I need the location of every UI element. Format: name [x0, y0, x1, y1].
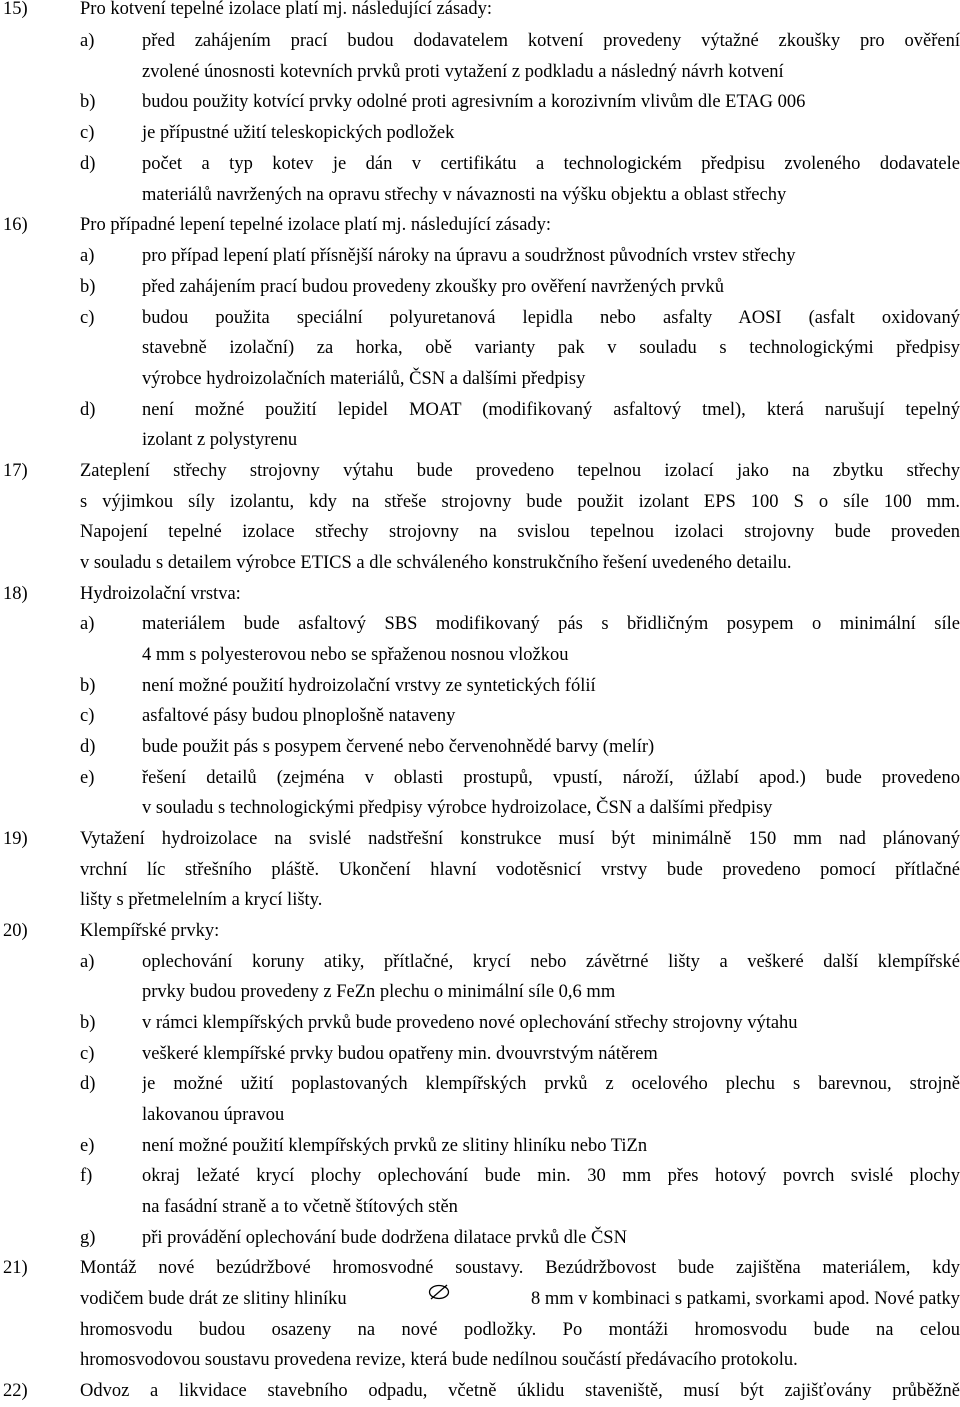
item-text: lišty s přetmelelním a krycí lišty.: [80, 890, 323, 910]
sub-item-label: b): [80, 676, 96, 696]
sub-item-label: d): [80, 400, 96, 420]
sub-item-label: c): [80, 1044, 95, 1064]
sub-item-label: b): [80, 92, 96, 112]
item-text: vodičem bude drát ze slitiny hliníku: [80, 1289, 347, 1309]
sub-item-text: asfaltové pásy budou plnoplošně nataveny: [142, 706, 456, 726]
sub-item-text: zvolené únosnosti kotevních prvků proti vytažení z podkladu a následný návrh kotvení: [142, 62, 784, 82]
item-text: vrchní líc střešního pláště. Ukončení hlavní vodotěsnicí vrstvy bude provedeno pomocí přítlačné: [80, 860, 960, 880]
item-heading: Klempířské prvky:: [80, 921, 220, 941]
sub-item-text: je možné užití poplastovaných klempířských prvků z ocelového plechu s barevnou, strojně: [142, 1074, 960, 1094]
sub-item-label: c): [80, 308, 95, 328]
sub-item-label: d): [80, 154, 96, 174]
sub-item-label: e): [80, 768, 95, 788]
sub-item-text: v souladu s technologickými předpisy výrobce hydroizolace, ČSN a dalšími předpisy: [142, 798, 773, 818]
sub-item-text: na fasádní straně a to včetně štítových stěn: [142, 1197, 458, 1217]
sub-item-text: počet a typ kotev je dán v certifikátu a technologickém předpisu zvoleného dodavatele: [142, 154, 960, 174]
item-number: 22): [3, 1381, 28, 1401]
sub-item-text: budou použity kotvící prvky odolné proti agresivním a korozivním vlivům dle ETAG 006: [142, 92, 806, 112]
sub-item-text: 4 mm s polyesterovou nebo se spřaženou nosnou vložkou: [142, 645, 569, 665]
item-number: 21): [3, 1258, 28, 1278]
item-text: hromosvodovou soustavu provedena revize, která bude nedílnou součástí předávacího protokolu.: [80, 1350, 798, 1370]
sub-item-label: b): [80, 1013, 96, 1033]
item-number: 16): [3, 215, 28, 235]
item-text: Vytažení hydroizolace na svislé nadstřešní konstrukce musí být minimálně 150 mm nad plánovaný: [80, 829, 960, 849]
item-text-with-symbol: [80, 1284, 960, 1315]
sub-item-text: před zahájením prací budou provedeny zkoušky pro ověření navržených prvků: [142, 277, 725, 297]
sub-item-label: b): [80, 277, 96, 297]
sub-item-text: řešení detailů (zejména v oblasti prostupů, vpustí, nároží, úžlabí apod.) bude provedeno: [142, 768, 960, 788]
item-text: hromosvodu budou osazeny na nové podložky. Po montáži hromosvodu bude na celou: [80, 1320, 960, 1340]
sub-item-text: v rámci klempířských prvků bude provedeno nové oplechování střechy strojovny výtahu: [142, 1013, 798, 1033]
item-text: 8 mm v kombinaci s patkami, svorkami apod. Nové patky: [530, 1289, 960, 1309]
sub-item-text: izolant z polystyrenu: [142, 430, 298, 450]
sub-item-text: veškeré klempířské prvky budou opatřeny min. dvouvrstvým nátěrem: [142, 1044, 658, 1064]
item-text: Montáž nové bezúdržbové hromosvodné soustavy. Bezúdržbovost bude zajištěna materiálem, kdy: [80, 1258, 960, 1278]
item-text: s výjimkou síly izolantu, kdy na střeše strojovny bude použit izolant EPS 100 S o síle 100 mm.: [80, 492, 960, 512]
sub-item-text: pro případ lepení platí přísnější nároky na úpravu a soudržnost původních vrstev střechy: [142, 246, 796, 266]
diameter-icon: [428, 1284, 450, 1300]
sub-item-text: není možné použití lepidel MOAT (modifikovaný asfaltový tmel), která narušují tepelný: [142, 400, 960, 420]
sub-item-text: před zahájením prací budou dodavatelem kotvení provedeny výtažné zkoušky pro ověření: [142, 31, 960, 51]
sub-item-text: oplechování koruny atiky, přítlačné, krycí nebo závětrné lišty a veškeré další klempířské: [142, 952, 960, 972]
item-number: 20): [3, 921, 28, 941]
item-number: 19): [3, 829, 28, 849]
sub-item-text: výrobce hydroizolačních materiálů, ČSN a dalšími předpisy: [142, 369, 586, 389]
item-heading: Pro kotvení tepelné izolace platí mj. následující zásady:: [80, 0, 493, 19]
item-number: 17): [3, 461, 28, 481]
sub-item-text: okraj ležaté krycí plochy oplechování bude min. 30 mm přes hotový povrch svislé plochy: [142, 1166, 960, 1186]
sub-item-label: e): [80, 1136, 95, 1156]
sub-item-text: materiálů navržených na opravu střechy v návaznosti na výšku objektu a oblast střechy: [142, 185, 787, 205]
sub-item-text: při provádění oplechování bude dodržena dilatace prvků dle ČSN: [142, 1228, 627, 1248]
sub-item-label: c): [80, 123, 95, 143]
sub-item-label: g): [80, 1228, 96, 1248]
sub-item-text: lakovanou úpravou: [142, 1105, 285, 1125]
item-text: v souladu s detailem výrobce ETICS a dle schváleného konstrukčního řešení uvedeného detailu.: [80, 553, 792, 573]
sub-item-text: bude použit pás s posypem červené nebo červenohnědé barvy (melír): [142, 737, 655, 757]
item-heading: Pro případné lepení tepelné izolace platí mj. následující zásady:: [80, 215, 552, 235]
item-text: Napojení tepelné izolace střechy strojovny na svislou tepelnou izolaci strojovny bude proveden: [80, 522, 960, 542]
sub-item-text: není možné použití klempířských prvků ze slitiny hliníku nebo TiZn: [142, 1136, 648, 1156]
sub-item-text: není možné použití hydroizolační vrstvy ze syntetických fólií: [142, 676, 596, 696]
sub-item-text: prvky budou provedeny z FeZn plechu o minimální síle 0,6 mm: [142, 982, 616, 1002]
sub-item-text: stavebně izolační) za horka, obě varianty pak v souladu s technologickými předpisy: [142, 338, 960, 358]
item-heading: Hydroizolační vrstva:: [80, 584, 241, 604]
sub-item-label: d): [80, 737, 96, 757]
sub-item-label: a): [80, 614, 95, 634]
item-number: 15): [3, 0, 28, 19]
sub-item-label: a): [80, 952, 95, 972]
sub-item-label: f): [80, 1166, 93, 1186]
sub-item-label: d): [80, 1074, 96, 1094]
sub-item-label: a): [80, 31, 95, 51]
item-number: 18): [3, 584, 28, 604]
item-text: Odvoz a likvidace stavebního odpadu, včetně úklidu staveniště, musí být zajišťovány průběžně: [80, 1381, 960, 1401]
sub-item-text: materiálem bude asfaltový SBS modifikovaný pás s břidličným posypem o minimální síle: [142, 614, 960, 634]
sub-item-label: a): [80, 246, 95, 266]
sub-item-label: c): [80, 706, 95, 726]
item-text: Zateplení střechy strojovny výtahu bude provedeno tepelnou izolací jako na zbytku střechy: [80, 461, 960, 481]
sub-item-text: budou použita speciální polyuretanová lepidla nebo asfalty AOSI (asfalt oxidovaný: [142, 308, 960, 328]
sub-item-text: je přípustné užití teleskopických podložek: [142, 123, 455, 143]
